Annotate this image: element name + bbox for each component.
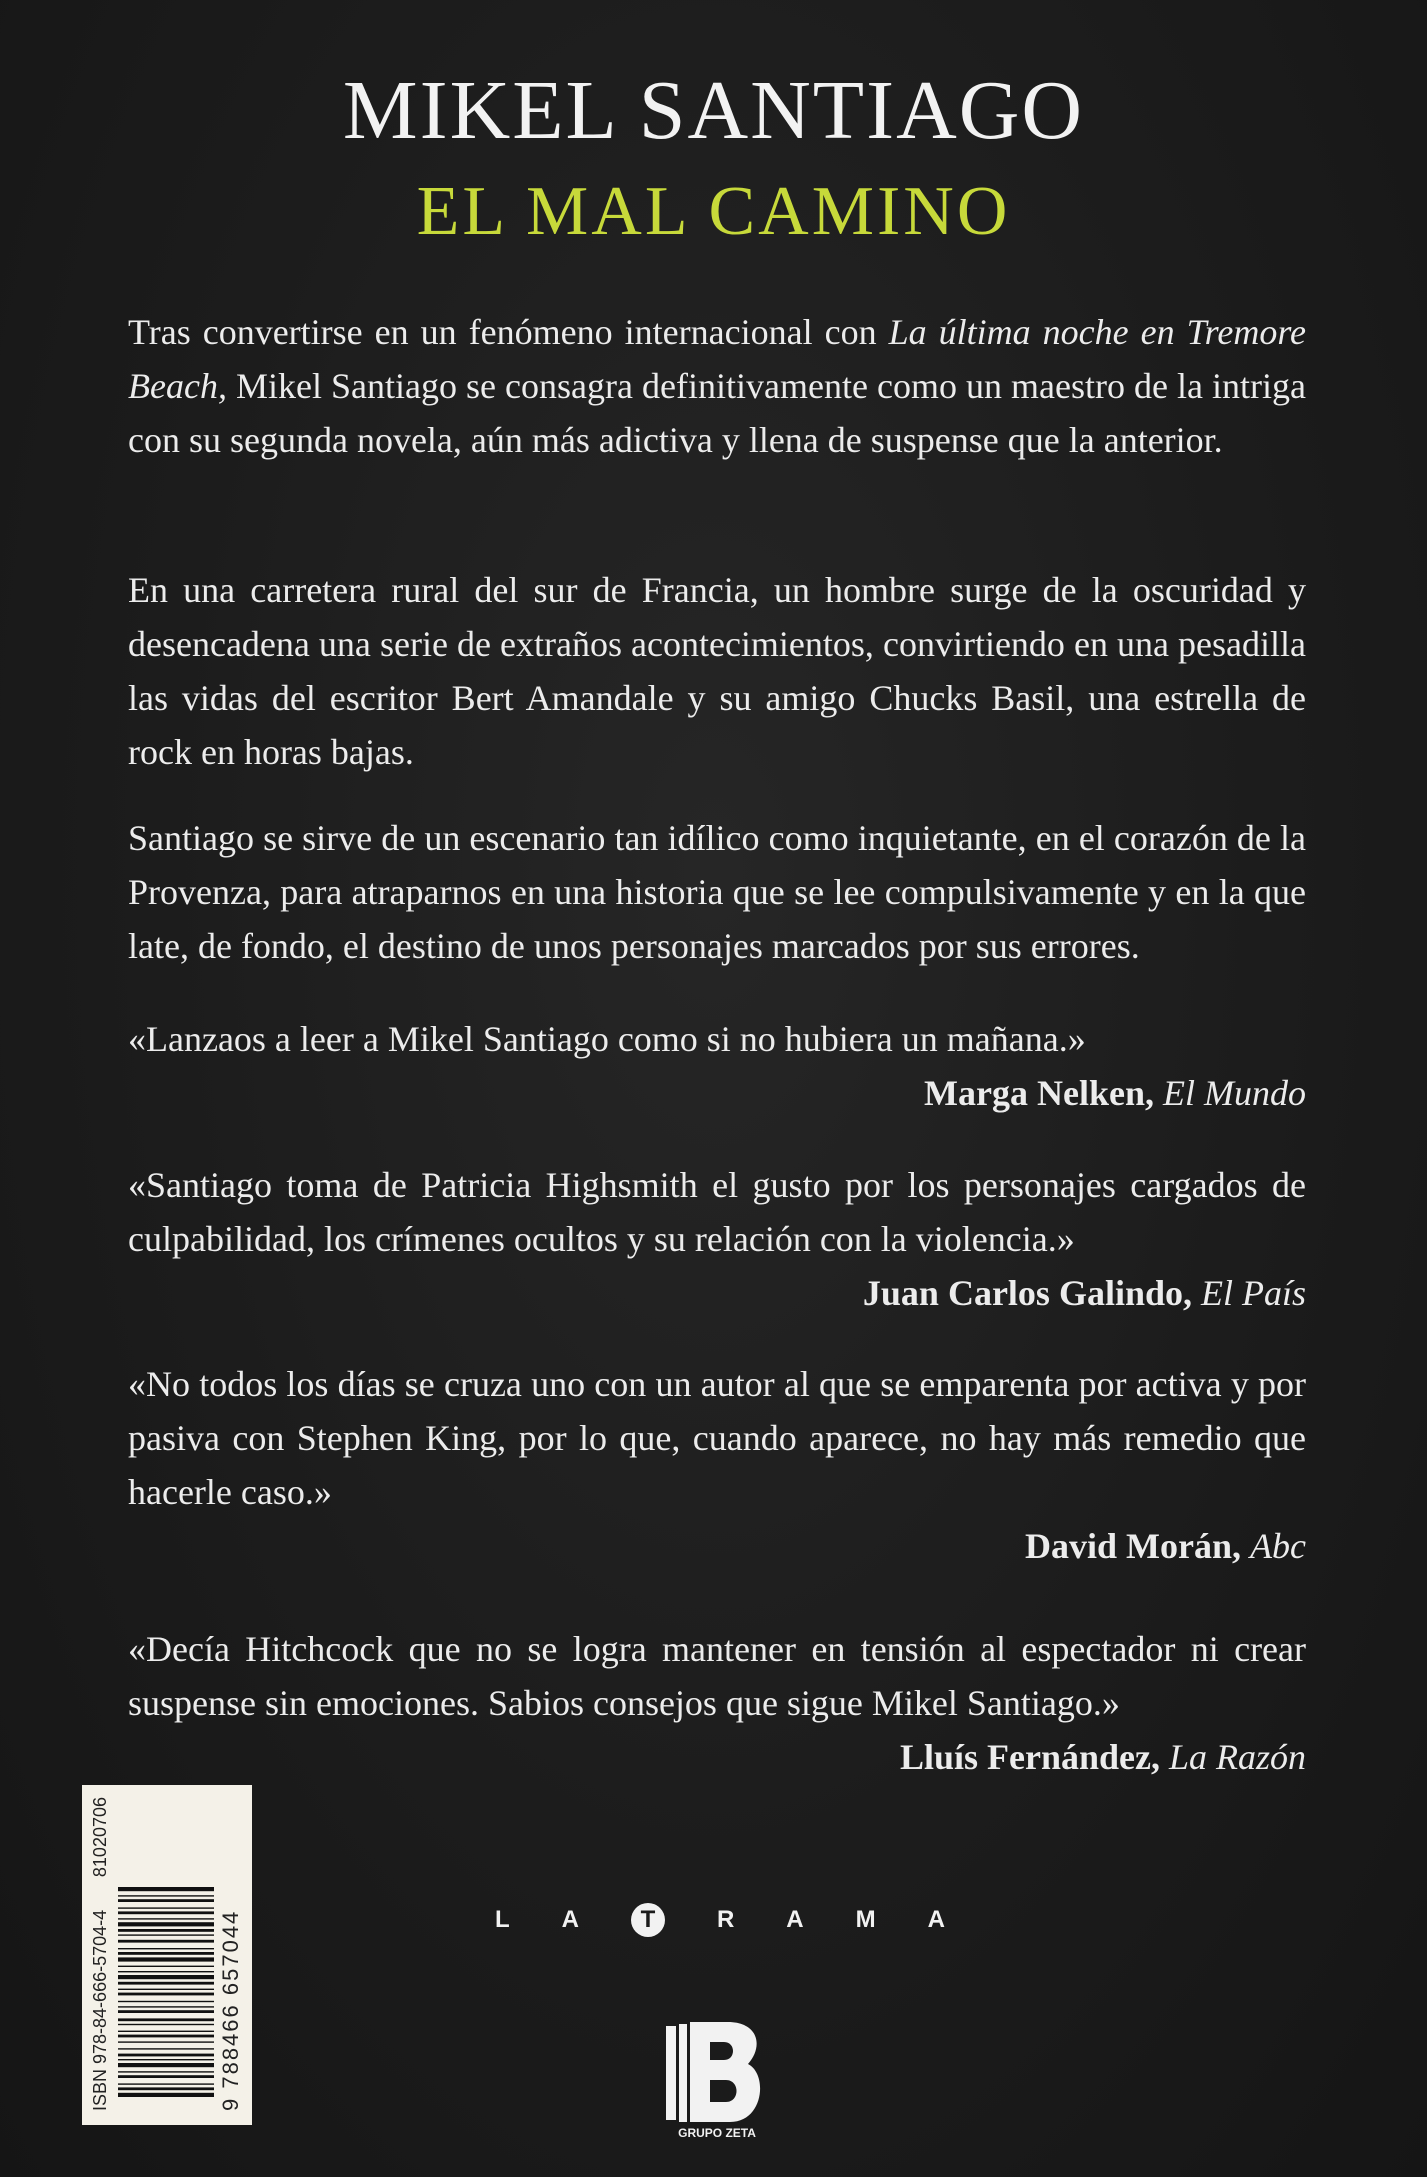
imprint-letter: R	[716, 1906, 735, 1933]
imprint-logo-la-trama	[495, 1898, 945, 1942]
isbn-barcode	[82, 1785, 252, 2125]
quote-text: «Santiago toma de Patricia Highsmith el gusto por los personajes cargados de culpabilidad, los crímenes ocultos y su relación con la violencia.»	[128, 1165, 1306, 1259]
imprint-letter: M	[855, 1906, 876, 1933]
review-quote	[128, 1158, 1306, 1320]
barcode-content	[82, 1785, 252, 2125]
imprint-letter: A	[786, 1906, 804, 1933]
quote-attribution	[128, 1266, 1306, 1320]
book-title: EL MAL CAMINO	[416, 173, 1011, 250]
synopsis-text: Mikel Santiago se consagra definitivamente como un maestro de la intriga con su segunda novela, aún más adictiva y llena de suspense que la anterior.	[128, 366, 1306, 460]
review-quote	[128, 1357, 1306, 1573]
review-quote	[128, 1622, 1306, 1784]
quote-author: David Morán,	[1025, 1526, 1242, 1566]
synopsis-paragraph-3: Santiago se sirve de un escenario tan idílico como inquietante, en el corazón de la Provenza, para atraparnos en una historia que se lee compulsivamente y en la que late, de fondo, el destino de unos personajes marcados por sus errores.	[128, 818, 1306, 966]
quote-text: «Lanzaos a leer a Mikel Santiago como si no hubiera un mañana.»	[128, 1019, 1086, 1059]
publisher-caption: GRUPO ZETA	[678, 2126, 756, 2140]
product-code: 81020706	[90, 1797, 110, 1878]
quote-text: «Decía Hitchcock que no se logra mantener en tensión al espectador ni crear suspense sin emociones. Sabios consejos que sigue Mikel Santiago.»	[128, 1629, 1306, 1723]
publisher-logo-icon	[662, 2018, 772, 2128]
barcode-bars	[118, 1807, 214, 2097]
barcode-number: 9 788466 657044	[218, 1909, 243, 2111]
synopsis-text: Tras convertirse en un fenómeno internacional con	[128, 312, 889, 352]
imprint-letter: A	[927, 1906, 945, 1933]
quote-attribution	[128, 1066, 1306, 1120]
referenced-book-title: La última noche en Tremore Beach,	[128, 312, 1306, 406]
quote-source: Abc	[1250, 1526, 1306, 1566]
review-quote	[128, 1012, 1306, 1120]
quote-source: El País	[1201, 1273, 1306, 1313]
synopsis-paragraph-1	[128, 305, 1306, 467]
quote-author: Juan Carlos Galindo,	[862, 1273, 1192, 1313]
author-name: MIKEL SANTIAGO	[342, 64, 1085, 157]
synopsis-paragraph-2: En una carretera rural del sur de Francia, un hombre surge de la oscuridad y desencadena una serie de extraños acontecimientos, convirtiendo en una pesadilla las vidas del escritor Bert Amandale y su amigo Chucks Basil, una estrella de rock en horas bajas.	[128, 570, 1306, 772]
quote-source: El Mundo	[1163, 1073, 1306, 1113]
imprint-letter: L	[495, 1906, 510, 1933]
quote-text: «No todos los días se cruza uno con un autor al que se emparenta por activa y por pasiva con Stephen King, por lo que, cuando aparece, no hay más remedio que hacerle caso.»	[128, 1364, 1306, 1512]
quote-attribution	[128, 1730, 1306, 1784]
quote-author: Lluís Fernández,	[899, 1737, 1160, 1777]
isbn-label: ISBN 978-84-666-5704-4	[90, 1909, 110, 2111]
quote-author: Marga Nelken,	[924, 1073, 1155, 1113]
imprint-letter: A	[561, 1906, 579, 1933]
quote-source: La Razón	[1168, 1737, 1306, 1777]
quote-attribution	[128, 1519, 1306, 1573]
imprint-letter: T	[631, 1903, 665, 1937]
